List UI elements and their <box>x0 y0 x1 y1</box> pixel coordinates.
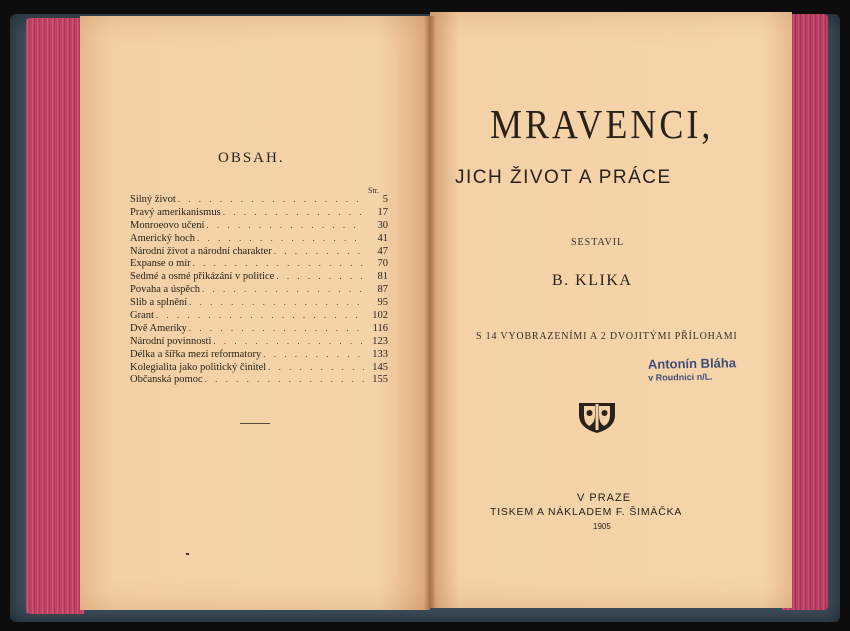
toc-entry-title: Monroeovo učení <box>130 219 205 231</box>
toc-entry <box>130 284 388 297</box>
toc-entry-title: Občanská pomoc <box>130 374 203 386</box>
toc-entry-page: 155 <box>372 374 388 386</box>
divider-rule <box>240 423 270 424</box>
toc-entry-title: Sedmé a osmé přikázání v politice <box>130 271 275 283</box>
book-title: MRAVENCI, <box>490 101 714 148</box>
toc-entry <box>130 194 388 207</box>
page-column-label: Str. <box>368 186 379 195</box>
toc-leader-dots <box>189 323 364 333</box>
publisher-crest-icon <box>577 401 617 434</box>
toc-entry-page: 70 <box>377 258 388 270</box>
toc-entry <box>130 246 388 259</box>
toc-entry-page: 5 <box>382 194 388 205</box>
toc-entry-page: 47 <box>377 245 388 257</box>
toc-entry <box>130 362 388 375</box>
publication-city: V PRAZE <box>577 492 632 504</box>
toc-entry-title: Silný život <box>130 194 176 205</box>
toc-entry-title: Expanse o mír <box>130 258 191 270</box>
toc-leader-dots <box>156 310 364 320</box>
toc-entry-title: Národní život a národní charakter <box>130 245 272 257</box>
toc-leader-dots <box>205 374 364 384</box>
stamp-place: v Roudnici n/L. <box>648 371 713 383</box>
toc-entry-title: Dvě Ameriky <box>130 322 187 334</box>
toc-entry-page: 41 <box>377 232 388 244</box>
toc-leader-dots <box>193 258 364 268</box>
toc-leader-dots <box>178 194 364 204</box>
toc-entry-page: 95 <box>377 297 388 309</box>
toc-entry-title: Povaha a úspěch <box>130 284 200 296</box>
toc-entry-page: 30 <box>377 219 388 231</box>
toc-entry-title: Grant <box>130 310 154 322</box>
toc-entry-title: Kolegialita jako politický činitel <box>130 361 267 373</box>
toc-entry-title: Národní povinnosti <box>130 335 212 347</box>
toc-entry <box>130 336 388 349</box>
toc-entry <box>130 310 388 323</box>
toc-entry-title: Pravý amerikanismus <box>130 206 221 218</box>
stamp-name: Antonín Bláha <box>647 355 737 372</box>
author-name: B. KLIKA <box>552 272 633 289</box>
printer-line: TISKEM A NÁKLADEM F. ŠIMÁČKA <box>490 506 683 518</box>
toc-leader-dots <box>197 233 364 243</box>
toc-entry <box>130 297 388 310</box>
toc-entry <box>130 207 388 220</box>
toc-leader-dots <box>274 246 364 256</box>
toc-entry-page: 87 <box>377 284 388 296</box>
toc-entry <box>130 349 388 362</box>
toc-entry-page: 145 <box>372 361 388 373</box>
toc-entry-title: Americký hoch <box>130 232 196 244</box>
toc-entry-page: 133 <box>372 348 388 360</box>
toc-leader-dots <box>268 362 364 372</box>
toc-leader-dots <box>276 271 364 281</box>
toc-leader-dots <box>223 207 364 217</box>
compiled-by-label: SESTAVIL <box>571 237 625 248</box>
book-gutter <box>424 16 436 610</box>
toc-entry-page: 116 <box>372 322 388 334</box>
toc-leader-dots <box>202 284 364 294</box>
toc-title: OBSAH. <box>218 150 285 166</box>
toc-entry <box>130 271 388 284</box>
toc-leader-dots <box>189 297 364 307</box>
toc-entry-page: 123 <box>372 335 388 347</box>
toc-leader-dots <box>213 336 364 346</box>
book-subtitle: JICH ŽIVOT A PRÁCE <box>455 167 672 188</box>
toc-leader-dots <box>206 220 364 230</box>
toc-entry <box>130 323 388 336</box>
owner-stamp <box>648 355 737 383</box>
illustrations-note: S 14 VYOBRAZENÍMI A 2 DVOJITÝMI PŘÍLOHAMI <box>476 331 738 342</box>
ink-speck <box>186 553 189 555</box>
toc-entry-title: Slib a splnění <box>130 297 188 309</box>
toc-entry-page: 102 <box>372 310 388 322</box>
toc-entry <box>130 258 388 271</box>
publication-year: 1905 <box>593 522 611 531</box>
toc-entry-title: Délka a šířka mezi reformatory <box>130 348 262 360</box>
toc-entry-page: 81 <box>377 271 388 283</box>
page-edges-left <box>26 18 84 614</box>
table-of-contents <box>130 194 388 387</box>
toc-entry <box>130 233 388 246</box>
toc-leader-dots <box>263 349 364 359</box>
toc-entry <box>130 220 388 233</box>
toc-entry <box>130 374 388 387</box>
toc-entry-page: 17 <box>377 206 388 218</box>
